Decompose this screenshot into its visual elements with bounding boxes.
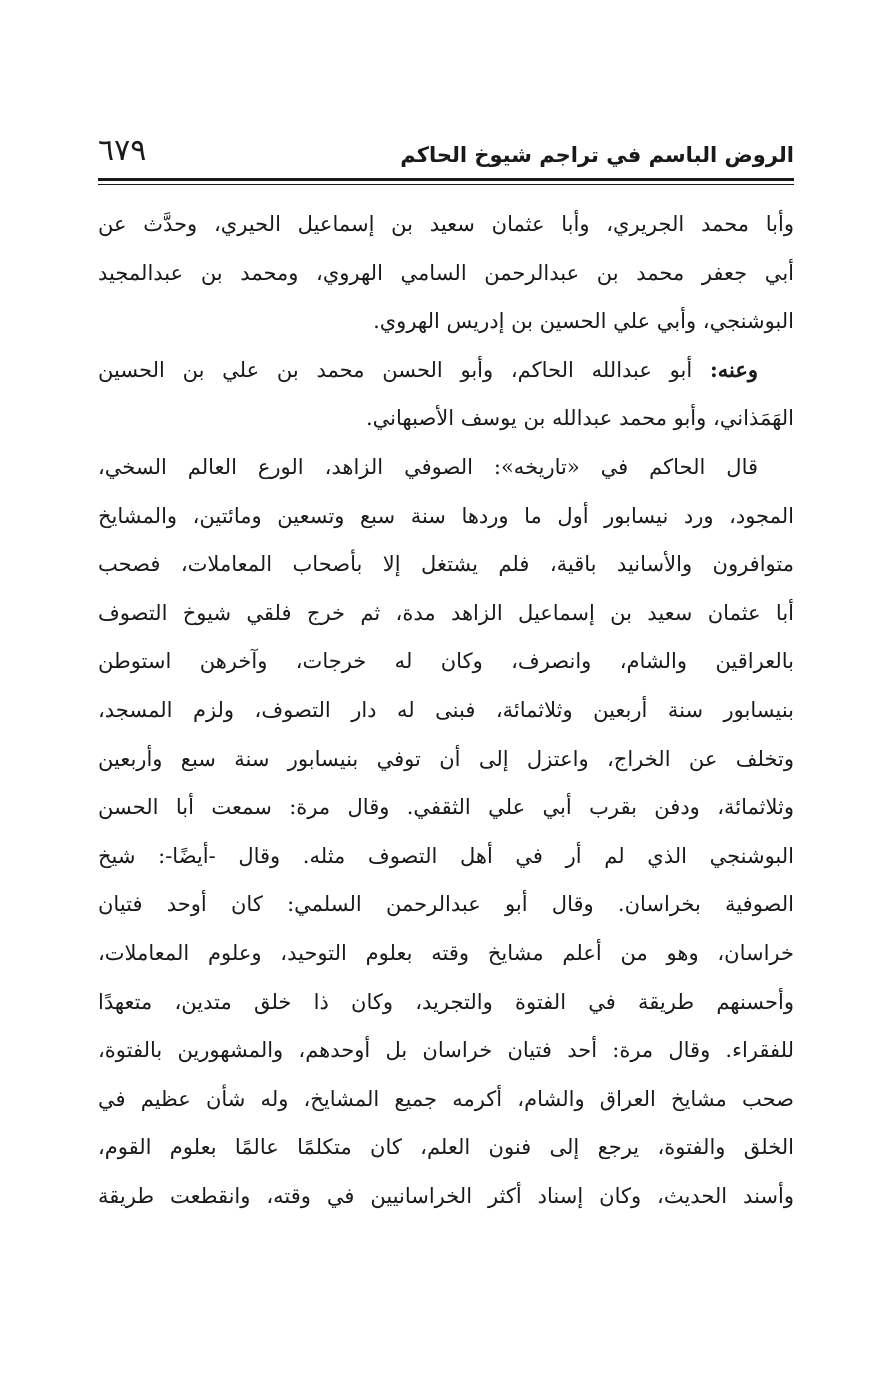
- text-line: المجود، ورد نيسابور أول ما وردها سنة سبع وتسعين ومائتين، والمشايخ: [98, 503, 794, 528]
- text-line-content: أبو عبدالله الحاكم، وأبو الحسن محمد بن علي بن الحسين: [98, 357, 693, 382]
- text-line: متوافرون والأسانيد باقية، فلم يشتغل إلا بأصحاب المعاملات، فصحب: [98, 552, 794, 577]
- text-line: وتخلف عن الخراج، واعتزل إلى أن توفي بنيسابور سنة سبع وأربعين: [98, 746, 794, 771]
- text-line: بالعراقين والشام، وانصرف، وكان له خرجات، وآخرهن استوطن: [98, 649, 794, 674]
- header-rule-thin: [98, 184, 794, 185]
- text-line: وثلاثمائة، ودفن بقرب أبي علي الثقفي. وقال مرة: سمعت أبا الحسن: [98, 795, 794, 820]
- text-line: البوشنجي الذي لم أر في أهل التصوف مثله. وقال -أيضًا-: شيخ: [98, 843, 794, 868]
- text-line: الصوفية بخراسان. وقال أبو عبدالرحمن السلمي: كان أوحد فتيان: [98, 892, 794, 917]
- text-line: للفقراء. وقال مرة: أحد فتيان خراسان بل أوحدهم، والمشهورين بالفتوة،: [98, 1038, 794, 1063]
- page-number: ٦٧٩: [98, 133, 147, 168]
- text-line: أبا عثمان سعيد بن إسماعيل الزاهد مدة، ثم خرج فلقي شيوخ التصوف: [98, 600, 794, 625]
- running-header: [98, 128, 794, 184]
- text-line: أبي جعفر محمد بن عبدالرحمن السامي الهروي، ومحمد بن عبدالمجيد: [98, 260, 794, 285]
- text-line: وأحسنهم طريقة في الفتوة والتجريد، وكان ذا خلق متدين، متعهدًا: [98, 989, 794, 1014]
- header-rule-thick: [98, 178, 794, 181]
- text-line: الهَمَذاني، وأبو محمد عبدالله بن يوسف الأصبهاني.: [366, 406, 794, 431]
- text-line: وأسند الحديث، وكان إسناد أكثر الخراسانيين في وقته، وانقطعت طريقة: [98, 1183, 794, 1208]
- text-line: البوشنجي، وأبي علي الحسين بن إدريس الهروي.: [373, 309, 794, 334]
- text-line: [98, 346, 794, 395]
- body-text: [98, 200, 794, 1220]
- text-line: قال الحاكم في «تاريخه»: الصوفي الزاهد، الورع العالم السخي،: [98, 454, 758, 479]
- text-line: وأبا محمد الجريري، وأبا عثمان سعيد بن إسماعيل الحيري، وحدَّث عن: [98, 212, 794, 236]
- lead-word: وعنه:: [709, 356, 759, 382]
- text-line: صحب مشايخ العراق والشام، أكرمه جميع المشايخ، وله شأن عظيم في: [98, 1086, 794, 1111]
- text-line: الخلق والفتوة، يرجع إلى فنون العلم، كان متكلمًا عالمًا بعلوم القوم،: [98, 1135, 794, 1160]
- header-title: الروض الباسم في تراجم شيوخ الحاكم: [400, 143, 794, 167]
- text-line: بنيسابور سنة أربعين وثلاثمائة، فبنى له دار التصوف، ولزم المسجد،: [98, 697, 794, 722]
- text-line: خراسان، وهو من أعلم مشايخ وقته بعلوم التوحيد، وعلوم المعاملات،: [98, 940, 794, 965]
